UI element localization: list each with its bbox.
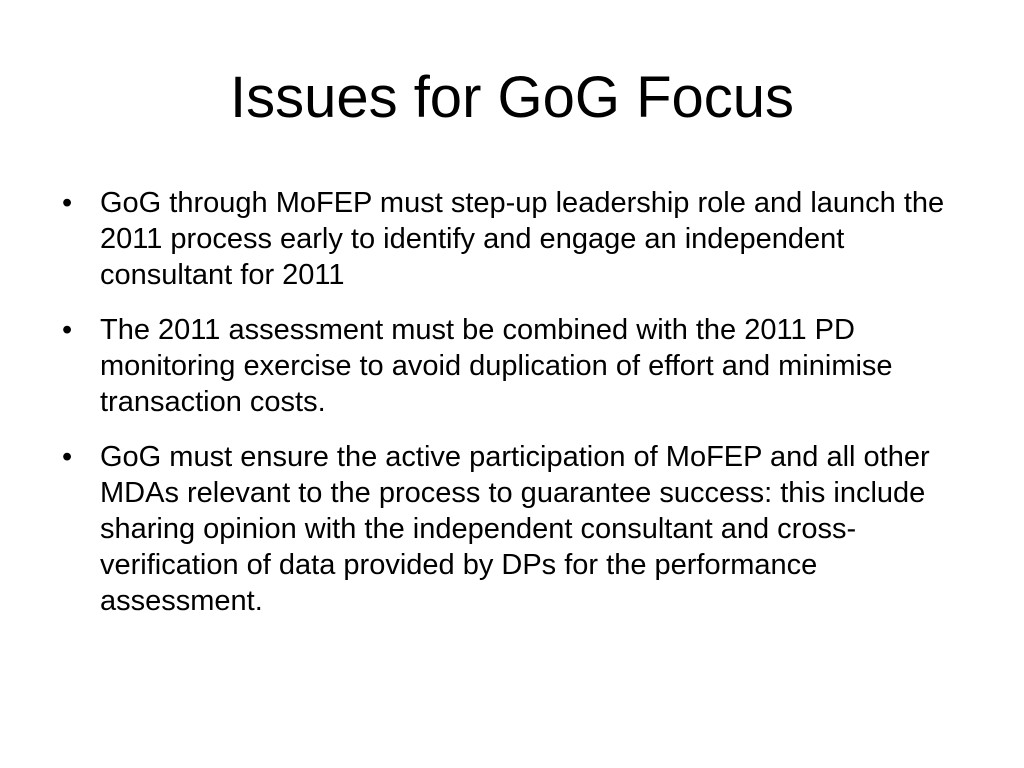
slide-title: Issues for GoG Focus <box>229 65 795 130</box>
bullet-item <box>62 312 962 420</box>
bullet-text: GoG must ensure the active participation of MoFEP and all other MDAs relevant to the process to guarantee success: this include sharing opinion with the independent consultant and cross-verification of data provided by DPs for the performance assessment. <box>100 441 930 617</box>
bullet-icon: • <box>62 441 73 473</box>
bullet-item <box>62 439 962 619</box>
bullet-text: The 2011 assessment must be combined with the 2011 PD monitoring exercise to avoid duplication of effort and minimise transaction costs. <box>100 314 893 418</box>
bullet-icon: • <box>62 314 73 346</box>
bullet-text: GoG through MoFEP must step-up leadership role and launch the 2011 process early to identify and engage an independent consultant for 2011 <box>100 187 945 291</box>
bullet-list <box>62 185 962 638</box>
bullet-icon: • <box>62 187 73 219</box>
bullet-item <box>62 185 962 293</box>
